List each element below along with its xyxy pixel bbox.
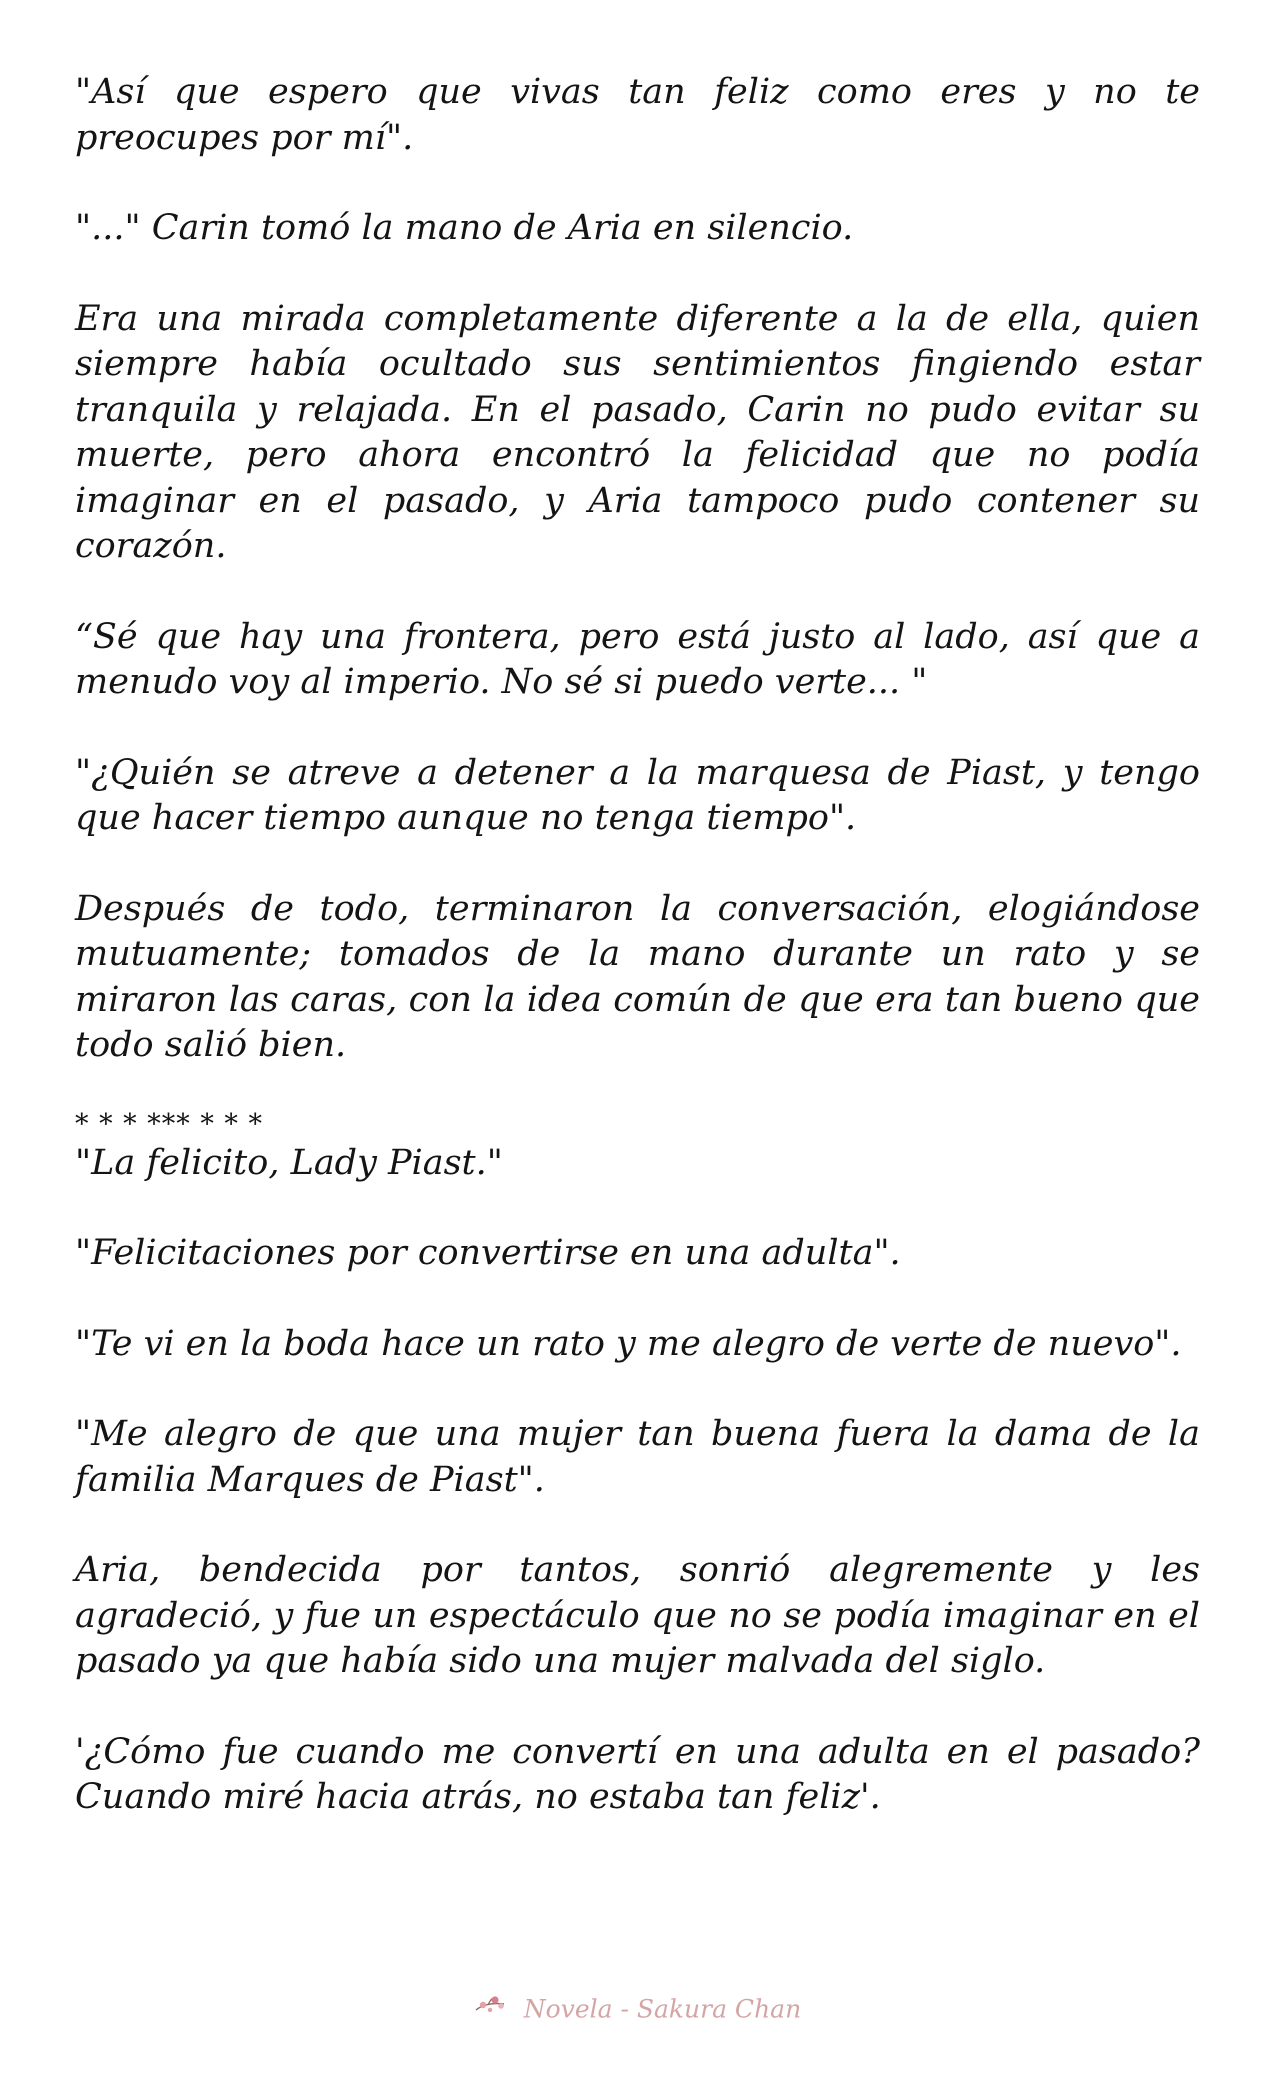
footer-text: Novela - Sakura Chan: [523, 1994, 802, 2024]
document-body: [75, 70, 1200, 1866]
paragraph-9: "Te vi en la boda hace un rato y me alegro de verte de nuevo".: [75, 1323, 1182, 1364]
footer-watermark: [0, 1992, 1275, 2026]
paragraph-7: "La felicito, Lady Piast.": [75, 1142, 503, 1183]
paragraph-12: '¿Cómo fue cuando me convertí en una adulta en el pasado? Cuando miré hacia atrás, no estaba tan feliz'.: [75, 1731, 1200, 1817]
paragraph-4: “Sé que hay una frontera, pero está justo al lado, así que a menudo voy al imperio. No sé si puedo verte... ": [75, 616, 1200, 702]
paragraph-11: Aria, bendecida por tantos, sonrió alegremente y les agradeció, y fue un espectáculo que no se podía imaginar en el pasado ya que había sido una mujer malvada del siglo.: [75, 1550, 1200, 1681]
paragraph-1: "Así que espero que vivas tan feliz como eres y no te preocupes por mí".: [75, 72, 1200, 158]
paragraph-10: "Me alegro de que una mujer tan buena fuera la dama de la familia Marques de Piast".: [75, 1414, 1200, 1500]
paragraph-6: Después de todo, terminaron la conversación, elogiándose mutuamente; tomados de la mano durante un rato y se miraron las caras, con la idea común de que era tan bueno que todo salió bien.: [75, 888, 1200, 1065]
paragraph-8: "Felicitaciones por convertirse en una adulta".: [75, 1233, 901, 1273]
paragraph-2: "..." Carin tomó la mano de Aria en silencio.: [75, 208, 854, 248]
paragraph-3: Era una mirada completamente diferente a la de ella, quien siempre había ocultado sus sentimientos fingiendo estar tranquila y relajada. En el pasado, Carin no pudo evitar su muerte, pero ahora encontró la felicidad que no podía imaginar en el pasado, y Aria tampoco pudo contener su corazón.: [75, 298, 1200, 566]
sakura-blossom-icon: [474, 1992, 508, 2026]
section-separator: * * * *** * * *: [75, 1108, 263, 1140]
paragraph-5: "¿Quién se atreve a detener a la marquesa de Piast, y tengo que hacer tiempo aunque no tenga tiempo".: [75, 752, 1200, 838]
